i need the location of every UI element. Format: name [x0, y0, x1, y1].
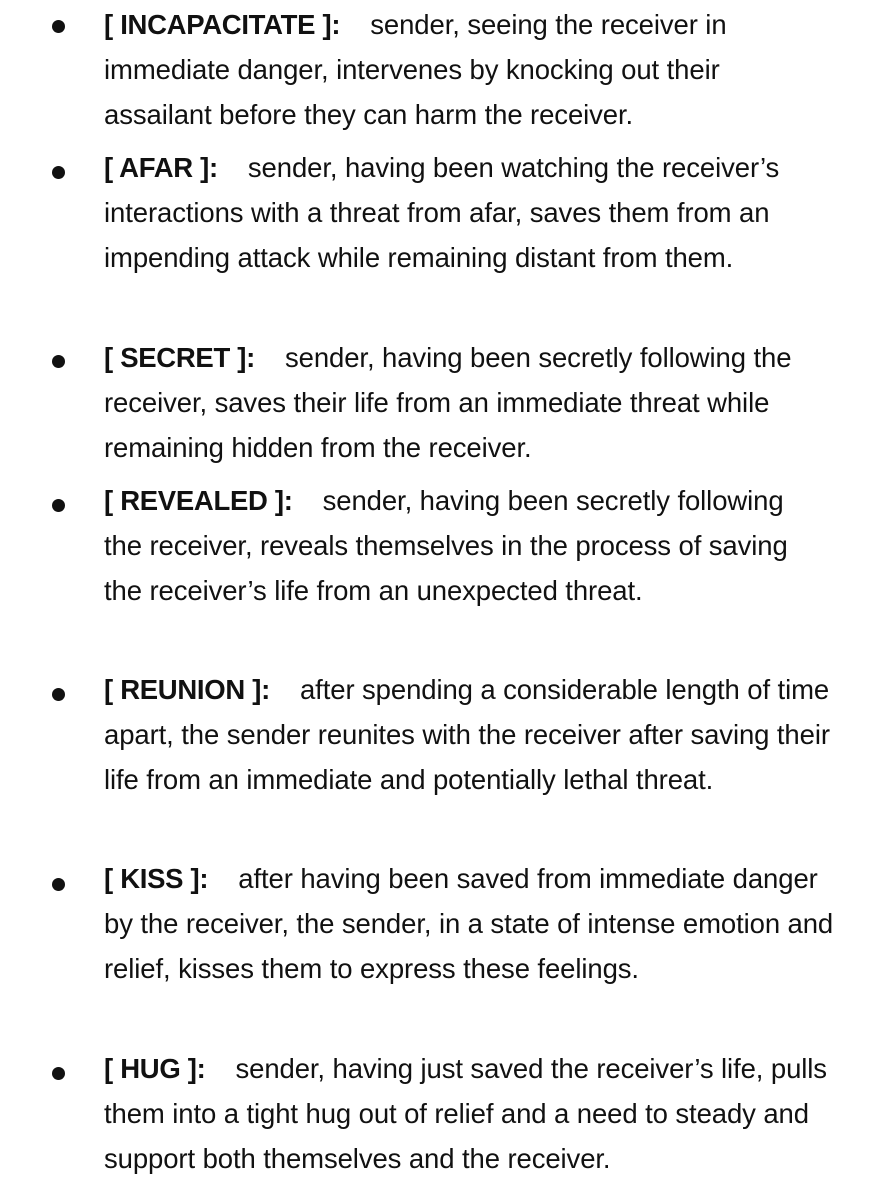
item-description: sender, seeing the receiver in immediate danger, intervenes by knocking out their assailant before they can harm the receiver. [104, 9, 727, 130]
bullet-icon [52, 166, 65, 179]
item-tag: [ REUNION ]: [104, 674, 270, 705]
bullet-icon [52, 878, 65, 891]
item-tag: [ SECRET ]: [104, 342, 255, 373]
bullet-icon [52, 688, 65, 701]
item-tag: [ REVEALED ]: [104, 485, 293, 516]
item-description: sender, having been secretly following the receiver, reveals themselves in the process of saving the receiver’s life from an unexpected threat. [104, 485, 788, 606]
item-tag: [ KISS ]: [104, 863, 209, 894]
bullet-icon [52, 355, 65, 368]
item-description: sender, having been secretly following the receiver, saves their life from an immediate threat while remaining hidden from the receiver. [104, 342, 792, 463]
bullet-icon [52, 1067, 65, 1080]
item-tag: [ AFAR ]: [104, 152, 218, 183]
item-tag: [ INCAPACITATE ]: [104, 9, 341, 40]
item-description: after having been saved from immediate danger by the receiver, the sender, in a state of intense emotion and relief, kisses them to express these feelings. [104, 863, 834, 984]
item-description: sender, having been watching the receiver’s interactions with a threat from afar, saves them from an impending attack while remaining distant from them. [104, 152, 780, 273]
item-description: sender, having just saved the receiver’s life, pulls them into a tight hug out of relief and a need to steady and support both themselves and the receiver. [104, 1053, 827, 1174]
item-description: after spending a considerable length of time apart, the sender reunites with the receiver after saving their life from an immediate and potentially lethal threat. [104, 674, 830, 795]
bullet-icon [52, 499, 65, 512]
bullet-icon [52, 20, 65, 33]
item-tag: [ HUG ]: [104, 1053, 206, 1084]
